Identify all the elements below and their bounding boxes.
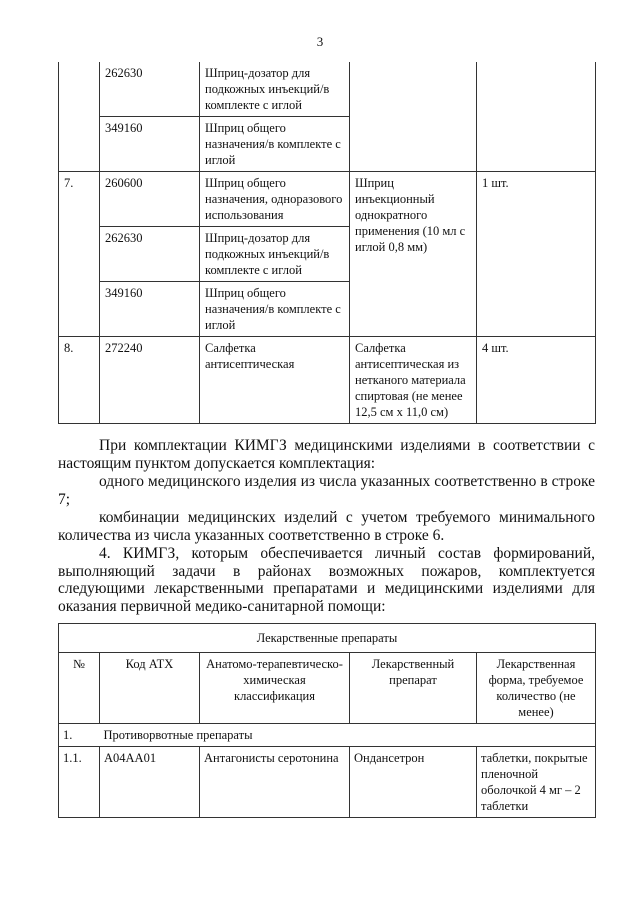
drug-name-cell: Ондансетрон	[350, 747, 477, 818]
header-atc-code: Код АТХ	[100, 653, 200, 724]
header-drug: Лекарственный препарат	[350, 653, 477, 724]
table-row	[59, 337, 596, 424]
table-header-row	[59, 653, 596, 724]
device-code-cell: 272240	[100, 337, 200, 424]
paragraph-single-device: одного медицинского изделия из числа указанных соответственно в строке	[99, 473, 595, 490]
paragraph-completion-rules: При комплектации КИМГЗ медицинскими изделиями в соответствии с настоящим пунктом допускается комплектация:	[58, 437, 595, 472]
device-quantity-cell	[477, 62, 596, 172]
table-row	[59, 62, 596, 117]
device-name-cell: Шприц общего назначения, одноразового использования	[200, 172, 350, 227]
row-number-cell: 7.	[59, 172, 100, 337]
row-number-cell	[59, 62, 100, 172]
device-quantity-cell: 4 шт.	[477, 337, 596, 424]
header-number: №	[59, 653, 100, 724]
device-name-cell: Салфетка антисептическая	[200, 337, 350, 424]
device-name-cell: Шприц-дозатор для подкожных инъекций/в комплекте с иглой	[200, 227, 350, 282]
paragraph-item-4: 4. КИМГЗ, которым обеспечивается личный состав формирований, выполняющий задачи в районах возможных пожаров, комплектуется следующими лекарственными препаратами и медицинскими изделиями для оказания первичной медико-санитарной помощи:	[58, 545, 595, 615]
table-caption-row	[59, 624, 596, 653]
drugs-table	[58, 623, 596, 818]
device-name-cell: Шприц общего назначения/в комплекте с иглой	[200, 117, 350, 172]
drugs-table-caption: Лекарственные препараты	[59, 624, 596, 653]
page-number: 3	[316, 34, 324, 49]
device-code-cell: 260600	[100, 172, 200, 227]
row-number-cell: 8.	[59, 337, 100, 424]
table-row	[59, 747, 596, 818]
device-code-cell: 349160	[100, 282, 200, 337]
header-form-quantity: Лекарственная форма, требуемое количество (не менее)	[477, 653, 596, 724]
header-classification: Анатомо-терапевтическо-химическая классификация	[200, 653, 350, 724]
drug-form-cell: таблетки, покрытые пленочной оболочкой 4 мг – 2 таблетки	[477, 747, 596, 818]
device-code-cell: 349160	[100, 117, 200, 172]
device-name-cell: Шприц-дозатор для подкожных инъекций/в комплекте с иглой	[200, 62, 350, 117]
device-quantity-cell: 1 шт.	[477, 172, 596, 337]
drug-number-cell: 1.1.	[59, 747, 100, 818]
group-label-cell: Противорвотные препараты	[100, 724, 596, 747]
device-description-cell	[350, 62, 477, 172]
device-code-cell: 262630	[100, 62, 200, 117]
paragraph-single-device-cont: 7;	[58, 491, 71, 508]
device-description-cell: Шприц инъекционный однократного применения (10 мл с иглой 0,8 мм)	[350, 172, 477, 337]
device-description-cell: Салфетка антисептическая из нетканого материала спиртовая (не менее 12,5 см х 11,0 см)	[350, 337, 477, 424]
paragraph-device-combination: комбинации медицинских изделий с учетом требуемого минимального количества из числа указанных соответственно в строке 6.	[58, 509, 595, 544]
table-group-row	[59, 724, 596, 747]
drug-class-cell: Антагонисты серотонина	[200, 747, 350, 818]
medical-devices-table	[58, 62, 596, 424]
table-row	[59, 172, 596, 227]
group-number-cell: 1.	[59, 724, 100, 747]
device-name-cell: Шприц общего назначения/в комплекте с иглой	[200, 282, 350, 337]
drug-atc-cell: A04AA01	[100, 747, 200, 818]
device-code-cell: 262630	[100, 227, 200, 282]
